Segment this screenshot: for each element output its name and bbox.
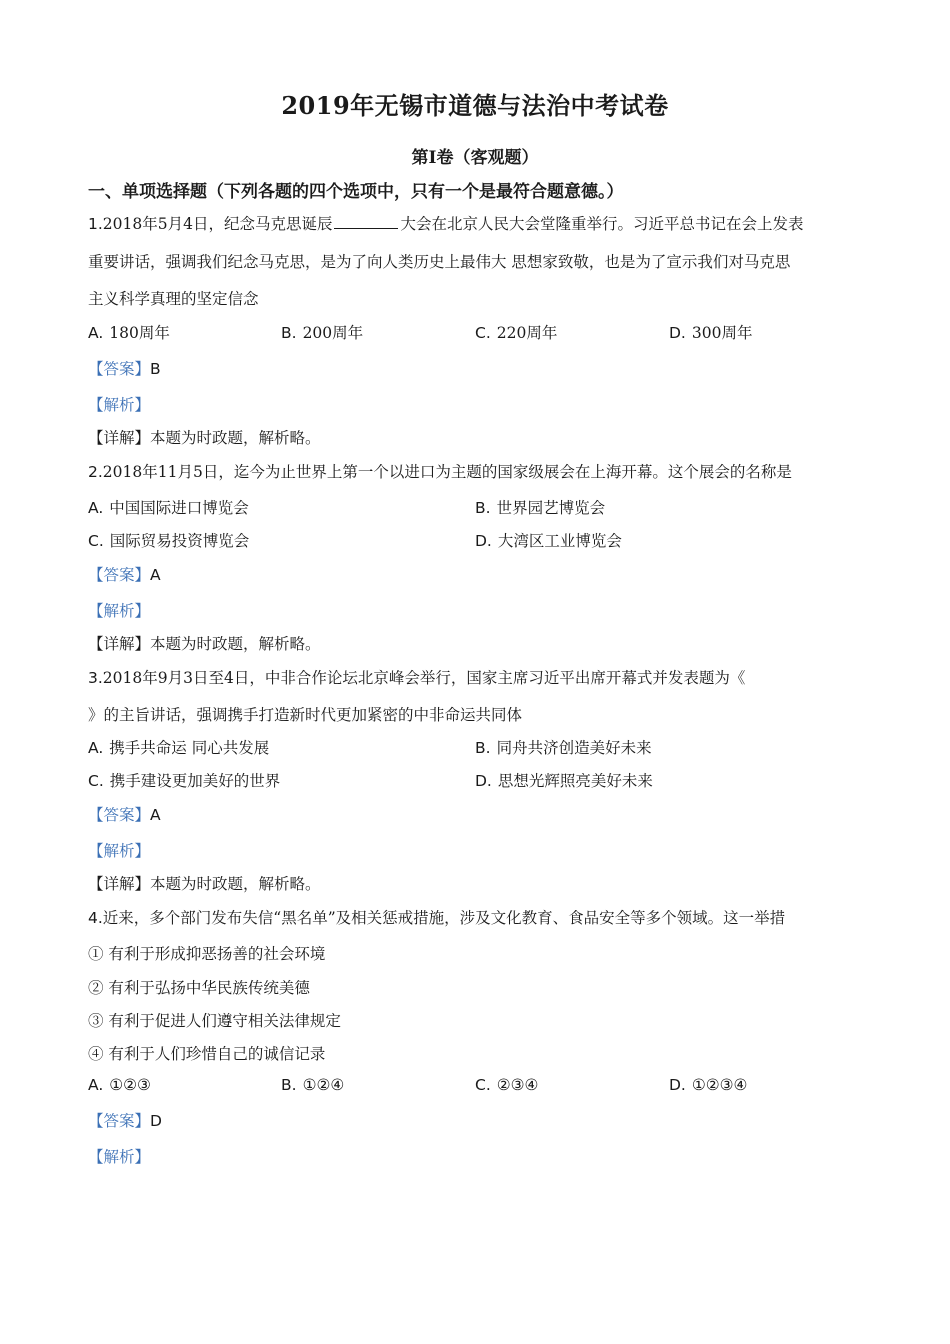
q2-analysis-label: 【解析】 bbox=[88, 602, 151, 620]
q2-detail: 【详解】本题为时政题，解析略。 bbox=[88, 635, 321, 653]
q1-text-a: 2018年5月4日，纪念马克思诞辰 bbox=[102, 215, 333, 233]
q3-option-c: C. 携手建设更加美好的世界 bbox=[88, 772, 281, 790]
q4-statement-4: ④ 有利于人们珍惜自己的诚信记录 bbox=[88, 1045, 326, 1063]
q3-answer: 【答案】A bbox=[88, 806, 161, 824]
q1-detail: 【详解】本题为时政题，解析略。 bbox=[88, 429, 321, 447]
q2-line-1: 2.2018年11月5日，迄今为止世界上第一个以进口为主题的国家级展会在上海开幕。这个展会的名称是 bbox=[88, 463, 792, 481]
q1-option-c: C. 220周年 bbox=[475, 324, 558, 342]
q4-statement-2: ② 有利于弘扬中华民族传统美德 bbox=[88, 979, 310, 997]
q3-line-1: 3.2018年9月3日至4日，中非合作论坛北京峰会举行，国家主席习近平出席开幕式并发表题为《 bbox=[88, 669, 746, 687]
q1-option-d: D. 300周年 bbox=[669, 324, 753, 342]
q2-option-b: B. 世界园艺博览会 bbox=[475, 499, 606, 517]
exam-subtitle: 第Ⅰ卷（客观题） bbox=[411, 148, 539, 168]
q3-option-d: D. 思想光辉照亮美好未来 bbox=[475, 772, 653, 790]
q1-line-2: 重要讲话，强调我们纪念马克思，是为了向人类历史上最伟大 思想家致敬，也是为了宣示我们对马克思 bbox=[88, 253, 791, 271]
q4-analysis-label: 【解析】 bbox=[88, 1148, 151, 1166]
q3-detail: 【详解】本题为时政题，解析略。 bbox=[88, 875, 321, 893]
q4-line-1: 4.近来，多个部门发布失信“黑名单”及相关惩戒措施，涉及文化教育、食品安全等多个领域。这一举措 bbox=[88, 909, 786, 927]
q3-option-b: B. 同舟共济创造美好未来 bbox=[475, 739, 652, 757]
q1-blank bbox=[334, 214, 398, 229]
q1-line-1 bbox=[88, 212, 803, 234]
q4-option-d: D. ①②③④ bbox=[669, 1076, 748, 1094]
q2-answer: 【答案】A bbox=[88, 566, 161, 584]
q3-option-a: A. 携手共命运 同心共发展 bbox=[88, 739, 270, 757]
q2-option-c: C. 国际贸易投资博览会 bbox=[88, 532, 250, 550]
q3-line-2: 》的主旨讲话，强调携手打造新时代更加紧密的中非命运共同体 bbox=[88, 706, 523, 724]
q3-analysis-label: 【解析】 bbox=[88, 842, 151, 860]
q1-answer: 【答案】B bbox=[88, 360, 161, 378]
q1-option-b: B. 200周年 bbox=[281, 324, 364, 342]
q1-line-3: 主义科学真理的坚定信念 bbox=[88, 290, 259, 308]
q4-answer: 【答案】D bbox=[88, 1112, 162, 1130]
section-heading: 一、单项选择题（下列各题的四个选项中，只有一个是最符合题意德。） bbox=[88, 182, 624, 202]
q1-analysis-label: 【解析】 bbox=[88, 396, 151, 414]
q1-option-a: A. 180周年 bbox=[88, 324, 170, 342]
q2-option-d: D. 大湾区工业博览会 bbox=[475, 532, 622, 550]
q1-text-b: 大会在北京人民大会堂隆重举行。习近平总书记在会上发表 bbox=[400, 215, 804, 233]
q4-statement-3: ③ 有利于促进人们遵守相关法律规定 bbox=[88, 1012, 341, 1030]
q4-statement-1: ① 有利于形成抑恶扬善的社会环境 bbox=[88, 945, 326, 963]
q4-option-c: C. ②③④ bbox=[475, 1076, 539, 1094]
q4-option-a: A. ①②③ bbox=[88, 1076, 151, 1094]
exam-title: 2019年无锡市道德与法治中考试卷 bbox=[281, 91, 669, 120]
q4-option-b: B. ①②④ bbox=[281, 1076, 345, 1094]
q1-number: 1. bbox=[88, 215, 103, 233]
q2-option-a: A. 中国国际进口博览会 bbox=[88, 499, 249, 517]
